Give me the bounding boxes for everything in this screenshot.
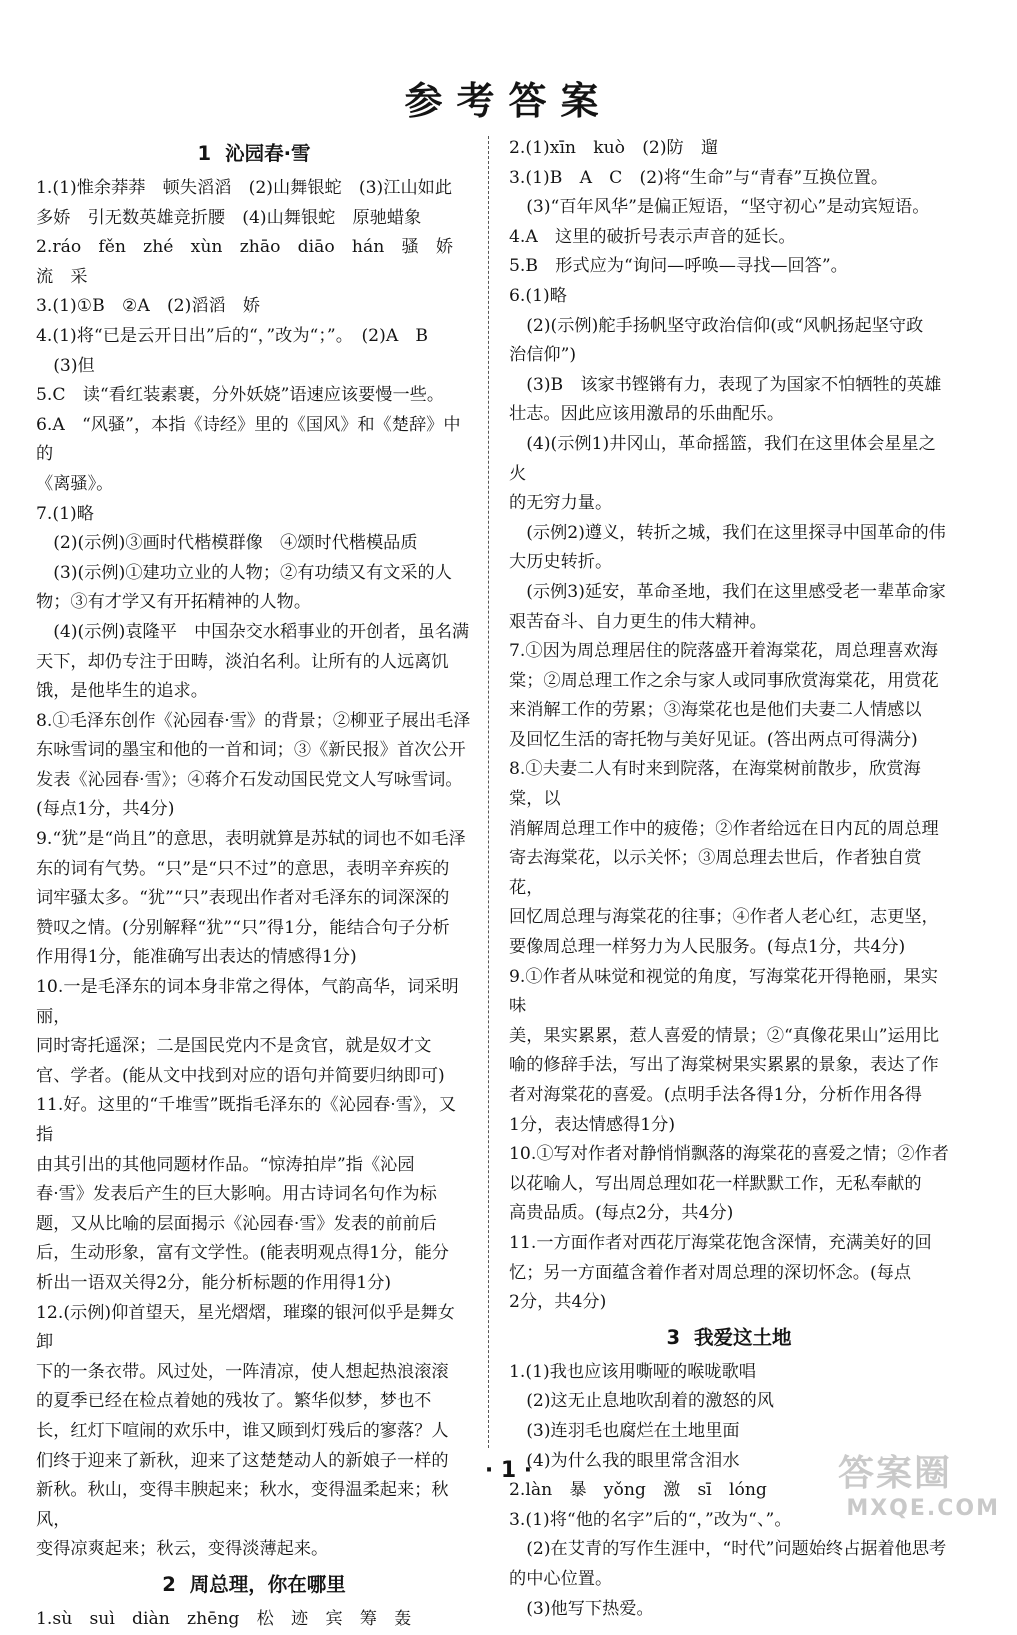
answer-line: 消解周总理工作中的疲倦；②作者给远在日内瓦的周总理	[509, 818, 939, 839]
answer-line: 饿，是他毕生的追求。	[36, 681, 208, 702]
answer-line: 壮志。因此应该用激昂的乐曲配乐。	[509, 404, 785, 425]
answer-line: 1分，表达情感得1分)	[509, 1114, 676, 1135]
answer-line: 4.(1)将“已是云开日出”后的“，”改为“；”。 (2)A B	[36, 325, 429, 346]
answer-line: 析出一语双关得2分，能分析标题的作用得1分)	[36, 1272, 392, 1293]
watermark-sub: MXQE.COM	[846, 1496, 1000, 1521]
answer-line: (3)但	[36, 355, 95, 376]
answer-line: 8.①夫妻二人有时来到院落，在海棠树前散步，欣赏海棠，以	[509, 759, 921, 810]
answer-line: (3)连羽毛也腐烂在土地里面	[509, 1420, 740, 1441]
answer-line: 多娇 引无数英雄竞折腰 (4)山舞银蛇 原驰蜡象	[36, 207, 422, 228]
answer-line: 新秋。秋山，变得丰腴起来；秋水，变得温柔起来；秋风，	[36, 1480, 449, 1530]
section-heading	[509, 1318, 949, 1358]
answer-line: (2)(示例)舵手扬帆坚守政治信仰(或“风帆扬起坚守政	[509, 315, 924, 336]
page-number: · 1 ·	[484, 1458, 533, 1483]
answer-line: 寄去海棠花，以示关怀；③周总理去世后，作者独自赏花，	[509, 848, 922, 898]
answer-line: 《离骚》。	[36, 473, 114, 494]
answer-line: 长，红灯下喧闹的欢乐中，谁又顾到灯残后的寥落？人	[36, 1420, 449, 1441]
answer-line: 春·雪》发表后产生的巨大影响。用古诗词名句作为标	[36, 1184, 437, 1205]
answer-line: 7.①因为周总理居住的院落盛开着海棠花，周总理喜欢海	[509, 641, 938, 662]
answer-line: 忆；另一方面蕴含着作者对周总理的深切怀念。(每点	[509, 1262, 912, 1283]
answer-line: 9.①作者从味觉和视觉的角度，写海棠花开得艳丽，果实味	[509, 966, 938, 1017]
watermark-logo	[838, 1452, 1008, 1532]
answer-line: 2.làn 暴 yǒng 激 sī lóng	[509, 1480, 767, 1501]
answer-line: 2.(1)xīn kuò (2)防 遛	[509, 138, 719, 158]
answer-line: (2)(示例)③画时代楷模群像 ④颂时代楷模品质	[36, 533, 418, 554]
answer-line: 变得凉爽起来；秋云，变得淡薄起来。	[36, 1539, 329, 1560]
answer-line: 的中心位置。	[509, 1568, 613, 1589]
answer-line: 下的一条衣带。风过处，一阵清凉，使人想起热浪滚滚	[36, 1361, 449, 1382]
section-heading	[36, 134, 472, 174]
answer-line: 要像周总理一样努力为人民服务。(每点1分，共4分)	[509, 937, 906, 958]
answer-line: 6.(1)略	[509, 285, 567, 306]
section-title: 沁园春·雪	[225, 142, 311, 165]
answer-line: 治信仰”)	[509, 345, 577, 366]
answer-line: 艰苦奋斗、自力更生的伟大精神。	[509, 611, 767, 632]
answer-line: 喻的修辞手法，写出了海棠树果实累累的景象，表达了作	[509, 1055, 939, 1076]
answer-line: 11.一方面作者对西花厅海棠花饱含深情，充满美好的回	[509, 1232, 932, 1253]
answer-line: 同时寄托遥深；二是国民党内不是贪官，就是奴才文	[36, 1036, 432, 1057]
answer-line: (2)这无止息地吹刮着的激怒的风	[509, 1391, 774, 1412]
answer-line: (示例3)延安，革命圣地，我们在这里感受老一辈革命家	[509, 581, 946, 602]
answer-line: 5.B 形式应为“询问—呼唤—寻找—回答”。	[509, 256, 848, 277]
section-title: 周总理，你在哪里	[189, 1572, 346, 1596]
answer-line: 以花喻人，写出周总理如花一样默默工作，无私奉献的	[509, 1173, 922, 1194]
answer-line: 官、学者。(能从文中找到对应的语句并简要归纳即可)	[36, 1065, 445, 1086]
answer-line: 11.好。这里的“千堆雪”既指毛泽东的《沁园春·雪》，又指	[36, 1095, 456, 1145]
answer-line: 10.一是毛泽东的词本身非常之得体，气韵高华，词采明丽，	[36, 977, 459, 1027]
answer-line: 9.“犹”是“尚且”的意思，表明就算是苏轼的词也不如毛泽	[36, 829, 466, 850]
page-title: 参考答案	[404, 79, 613, 123]
answer-line: 棠；②周总理工作之余与家人或同事欣赏海棠花，用赏花	[509, 670, 939, 691]
answer-line: (3)(示例)①建功立业的人物；②有功绩又有文采的人	[36, 562, 452, 583]
section-number: 1	[197, 142, 212, 165]
right-column	[509, 134, 949, 1624]
section-title: 我爱这土地	[694, 1325, 792, 1349]
answer-line: 高贵品质。(每点2分，共4分)	[509, 1203, 734, 1224]
answer-line: 作用得1分，能准确写出表达的情感得1分)	[36, 947, 357, 968]
answer-line: 2.ráo fěn zhé xùn zhāo diāo hán 骚 娇 流 采	[36, 237, 471, 287]
answer-line: (4)为什么我的眼里常含泪水	[509, 1450, 740, 1471]
answer-line: 1.(1)惟余莽莽 顿失滔滔 (2)山舞银蛇 (3)江山如此	[36, 178, 453, 198]
answer-line: 大历史转折。	[509, 552, 613, 573]
answer-line: 6.A “风骚”，本指《诗经》里的《国风》和《楚辞》中的	[36, 414, 461, 465]
answer-line: 1.(1)我也应该用嘶哑的喉咙歌唱	[509, 1361, 756, 1382]
column-divider	[488, 136, 489, 1448]
answer-line: 8.①毛泽东创作《沁园春·雪》的背景；②柳亚子展出毛泽	[36, 710, 471, 731]
answer-line: 词牢骚太多。“犹”“只”表现出作者对毛泽东的词深深的	[36, 888, 450, 909]
answer-line: 们终于迎来了新秋，迎来了这楚楚动人的新娘子一样的	[36, 1450, 449, 1471]
section-number: 2	[162, 1572, 176, 1596]
answer-line: 及回忆生活的寄托物与美好见证。(答出两点可得满分)	[509, 729, 918, 750]
answer-line: 东的词有气势。“只”是“只不过”的意思，表明辛弃疾的	[36, 858, 450, 879]
answer-line: 者对海棠花的喜爱。(点明手法各得1分，分析作用各得	[509, 1085, 922, 1105]
answer-line: 3.(1)将“他的名字”后的“，”改为“、”。	[509, 1509, 792, 1530]
answer-line: 赞叹之情。(分别解释“犹”“只”得1分，能结合句子分析	[36, 917, 450, 938]
answer-line: (示例2)遵义，转折之城，我们在这里探寻中国革命的伟	[509, 522, 946, 543]
watermark-main: 答案圈	[838, 1453, 953, 1494]
section-number: 3	[666, 1325, 681, 1349]
answer-line: 发表《沁园春·雪》；④蒋介石发动国民党文人写咏雪词。	[36, 769, 463, 790]
answer-line: (2)在艾青的写作生涯中，“时代”问题始终占据着他思考	[509, 1539, 947, 1560]
answer-line: 天下，却仍专注于田畴，淡泊名利。让所有的人远离饥	[36, 651, 449, 672]
answer-line: (4)(示例)袁隆平 中国杂交水稻事业的开创者，虽名满	[36, 621, 470, 642]
section-heading	[36, 1565, 472, 1605]
answer-line: 2分，共4分)	[509, 1292, 607, 1313]
answer-line: 后，生动形象，富有文学性。(能表明观点得1分，能分	[36, 1243, 449, 1264]
left-column	[36, 134, 472, 1635]
answer-line: 3.(1)B A C (2)将“生命”与“青春”互换位置。	[509, 167, 889, 188]
answer-line: (4)(示例1)井冈山，革命摇篮，我们在这里体会星星之火	[509, 433, 936, 484]
answer-line: 题，又从比喻的层面揭示《沁园春·雪》发表的前前后	[36, 1213, 437, 1234]
answer-line: 12.(示例)仰首望天，星光熠熠，璀璨的银河似乎是舞女卸	[36, 1302, 455, 1353]
answer-line: 5.C 读“看红装素裹，分外妖娆”语速应该要慢一些。	[36, 385, 445, 406]
answer-line: (3)他写下热爱。	[509, 1598, 654, 1619]
answer-line: 的夏季已经在检点着她的残妆了。繁华似梦，梦也不	[36, 1391, 432, 1412]
answer-line: 回忆周总理与海棠花的往事；④作者人老心红，志更坚，	[509, 907, 939, 928]
answer-line: 10.①写对作者对静悄悄飘落的海棠花的喜爱之情；②作者	[509, 1144, 949, 1165]
answer-line: 物；③有才学又有开拓精神的人物。	[36, 592, 312, 613]
answer-line: (每点1分，共4分)	[36, 799, 175, 820]
answer-line: 3.(1)①B ②A (2)滔滔 娇	[36, 296, 261, 317]
answer-line: 的无穷力量。	[509, 493, 613, 514]
answer-line: 美，果实累累，惹人喜爱的情景；②“真像花果山”运用比	[509, 1025, 940, 1046]
answer-line: 来消解工作的劳累；③海棠花也是他们夫妻二人情感以	[509, 700, 922, 721]
answer-line: 由其引出的其他同题材作品。“惊涛拍岸”指《沁园	[36, 1154, 415, 1175]
answer-line: (3)B 该家书铿锵有力，表现了为国家不怕牺牲的英雄	[509, 374, 942, 395]
answer-line: 7.(1)略	[36, 503, 94, 524]
answer-line: (3)“百年风华”是偏正短语，“坚守初心”是动宾短语。	[509, 197, 930, 218]
answer-line: 1.sù suì diàn zhēng 松 迹 宾 筹 轰	[36, 1608, 412, 1629]
answer-line: 东咏雪词的墨宝和他的一首和词；③《新民报》首次公开	[36, 740, 466, 761]
answer-line: 4.A 这里的破折号表示声音的延长。	[509, 226, 796, 247]
